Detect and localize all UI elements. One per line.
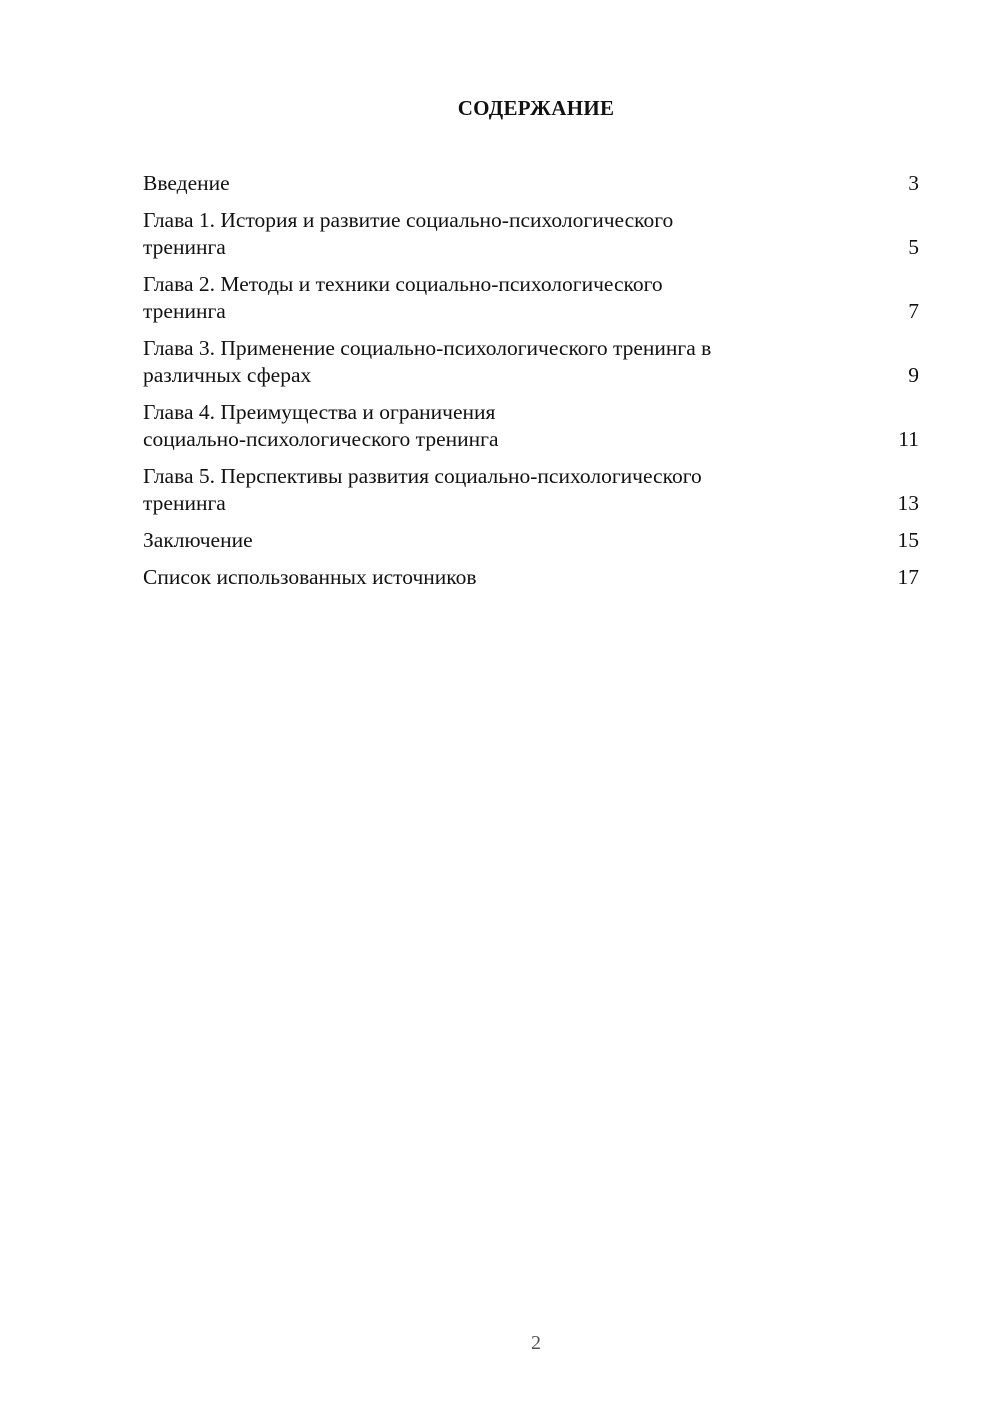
toc-entry-page: 3 <box>908 171 919 195</box>
toc-entry-conclusion[interactable] <box>143 527 919 554</box>
toc-entry-line: тренинга <box>143 235 226 259</box>
page-number: 2 <box>531 1332 541 1354</box>
table-of-contents <box>143 170 919 601</box>
toc-entry-chapter-3[interactable] <box>143 335 919 389</box>
toc-entry-line: Список использованных источников <box>143 565 477 589</box>
toc-entry-page: 9 <box>908 363 919 387</box>
toc-entry-title <box>143 463 823 517</box>
toc-entry-page: 5 <box>908 235 919 259</box>
toc-entry-line: различных сферах <box>143 363 312 387</box>
toc-entry-chapter-1[interactable] <box>143 207 919 261</box>
toc-entry-title <box>143 399 823 453</box>
toc-entry-page: 11 <box>898 427 919 451</box>
toc-entry-title <box>143 170 823 197</box>
page-title: СОДЕРЖАНИЕ <box>457 96 615 120</box>
toc-entry-introduction[interactable] <box>143 170 919 197</box>
toc-entry-references[interactable] <box>143 564 919 591</box>
toc-entry-line: Глава 1. История и развитие социально-психологического <box>143 208 674 232</box>
toc-entry-line: Заключение <box>143 528 253 552</box>
toc-entry-line: Глава 4. Преимущества и ограничения <box>143 400 496 424</box>
toc-entry-page: 15 <box>897 528 919 552</box>
toc-entry-title <box>143 271 823 325</box>
toc-entry-line: тренинга <box>143 491 226 515</box>
toc-entry-line: Введение <box>143 171 230 195</box>
toc-entry-page: 7 <box>908 299 919 323</box>
toc-entry-line: Глава 2. Методы и техники социально-психологического <box>143 272 663 296</box>
toc-entry-title <box>143 335 823 389</box>
toc-entry-line: Глава 3. Применение социально-психологического тренинга в <box>143 336 712 360</box>
toc-entry-chapter-5[interactable] <box>143 463 919 517</box>
toc-entry-chapter-2[interactable] <box>143 271 919 325</box>
toc-entry-title <box>143 527 823 554</box>
toc-entry-page: 17 <box>897 565 919 589</box>
toc-entry-line: Глава 5. Перспективы развития социально-психологического <box>143 464 702 488</box>
toc-entry-title <box>143 564 823 591</box>
toc-entry-title <box>143 207 823 261</box>
toc-entry-line: тренинга <box>143 299 226 323</box>
toc-entry-page: 13 <box>897 491 919 515</box>
toc-entry-chapter-4[interactable] <box>143 399 919 453</box>
toc-entry-line: социально-психологического тренинга <box>143 427 499 451</box>
